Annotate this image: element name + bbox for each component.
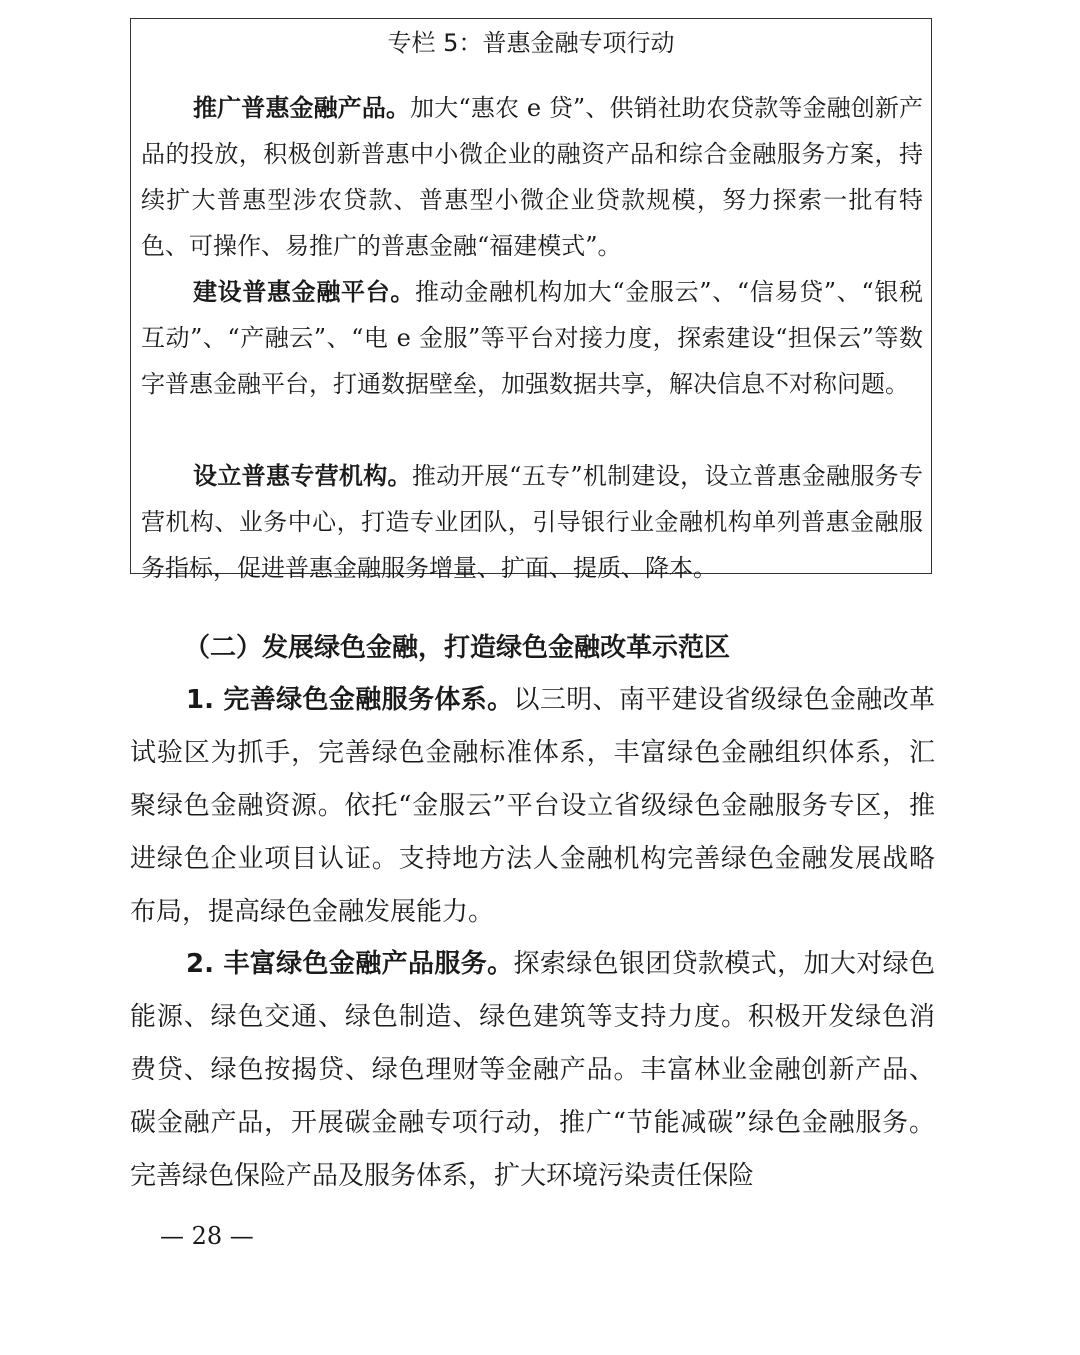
box-paragraph-text: 加大“惠农 e 贷”、供销社助农贷款等金融创新产品的投放，积极创新普惠中小微企业的融资产品和综合金融服务方案，持续扩大普惠型涉农贷款、普惠型小微企业贷款规模，努力探索一批有特色、可操作、易推广的普惠金融“福建模式”。 — [141, 94, 924, 260]
box-paragraph-lead: 建设普惠金融平台。 — [193, 278, 415, 306]
body-paragraph-products-services — [130, 938, 935, 1203]
box-paragraph-institutions — [141, 453, 923, 591]
box-paragraph-text: 推动金融机构加大“金服云”、“信易贷”、“银税互动”、“产融云”、“电 e 金服”等平台对接力度，探索建设“担保云”等数字普惠金融平台，打通数据壁垒，加强数据共享，解决信息不对称问题。 — [141, 278, 923, 398]
body-paragraph-lead: 2. 丰富绿色金融产品服务。 — [186, 949, 514, 979]
box-paragraph-text: 推动开展“五专”机制建设，设立普惠金融服务专营机构、业务中心，打造专业团队，引导银行业金融机构单列普惠金融服务指标，促进普惠金融服务增量、扩面、提质、降本。 — [141, 462, 923, 582]
body-paragraph-text: 探索绿色银团贷款模式，加大对绿色能源、绿色交通、绿色制造、绿色建筑等支持力度。积极开发绿色消费贷、绿色按揭贷、绿色理财等金融产品。丰富林业金融创新产品、碳金融产品，开展碳金融专项行动，推广“节能减碳”绿色金融服务。完善绿色保险产品及服务体系，扩大环境污染责任保险 — [130, 949, 935, 1191]
body-paragraph-lead: 1. 完善绿色金融服务体系。 — [186, 685, 514, 715]
box-paragraph-lead: 设立普惠专营机构。 — [193, 462, 412, 490]
section-heading: （二）发展绿色金融，打造绿色金融改革示范区 — [184, 633, 731, 663]
body-paragraph-text: 以三明、南平建设省级绿色金融改革试验区为抓手，完善绿色金融标准体系，丰富绿色金融组织体系，汇聚绿色金融资源。依托“金服云”平台设立省级绿色金融服务专区，推进绿色企业项目认证。支持地方法人金融机构完善绿色金融发展战略布局，提高绿色金融发展能力。 — [130, 685, 935, 927]
box-title: 专栏 5：普惠金融专项行动 — [387, 29, 675, 57]
page-number: — 28 — — [160, 1222, 254, 1250]
special-column-box — [130, 18, 932, 582]
box-paragraph-platform — [141, 269, 923, 407]
box-paragraph-products — [141, 85, 923, 269]
box-paragraph-lead: 推广普惠金融产品。 — [193, 94, 411, 122]
body-paragraph-service-system — [130, 674, 935, 939]
